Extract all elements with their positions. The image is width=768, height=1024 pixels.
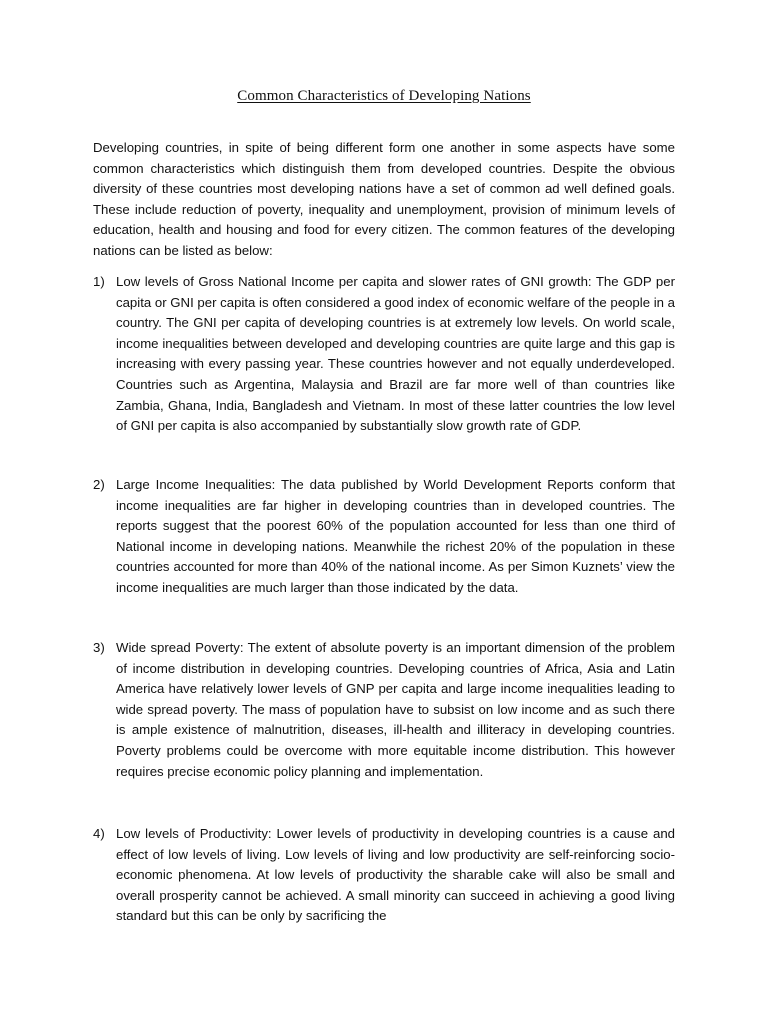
list-item-number: 1): [93, 274, 105, 289]
list-item-number: 3): [93, 640, 105, 655]
list-item-text: Low levels of Productivity: Lower levels of productivity in developing countries is a cause and effect of low levels of living. Low levels of living and low productivity are self-reinforcing socio-economic phenomena. At low levels of productivity the sharable cake will also be small and overall prosperity cannot be achieved. A small minority can succeed in achieving a good living standard but this can be only by sacrificing the: [116, 826, 675, 924]
list-item-text: Large Income Inequalities: The data published by World Development Reports conform that income inequalities are far higher in developing countries than in developed countries. The reports suggest that the poorest 60% of the population accounted for less than one third of National income in developing nations. Meanwhile the richest 20% of the population in these countries accounted for more than 40% of the national income. As per Simon Kuznets’ view the income inequalities are much larger than those indicated by the data.: [116, 477, 675, 595]
list-item-number: 2): [93, 477, 105, 492]
list-item: [93, 638, 675, 782]
list-item: [93, 475, 675, 599]
list-item-number: 4): [93, 826, 105, 841]
list-item-text: Low levels of Gross National Income per capita and slower rates of GNI growth: The GDP per capita or GNI per capita is often considered a good index of economic welfare of the people in a country. The GNI per capita of developing countries is at extremely low levels. On world scale, income inequalities between developed and developing countries are quite large and this gap is increasing with every passing year. These countries however and not equally underdeveloped. Countries such as Argentina, Malaysia and Brazil are far more well of than countries like Zambia, Ghana, India, Bangladesh and Vietnam. In most of these latter countries the low level of GNI per capita is also accompanied by substantially slow growth rate of GDP.: [116, 274, 675, 434]
list-item: [93, 824, 675, 927]
document-title: Common Characteristics of Developing Nations: [237, 88, 531, 104]
list-item-text: Wide spread Poverty: The extent of absolute poverty is an important dimension of the problem of income distribution in developing countries. Developing countries of Africa, Asia and Latin America have relatively lower levels of GNP per capita and large income inequalities leading to wide spread poverty. The mass of population have to subsist on low income and as such there is ample existence of malnutrition, diseases, ill-health and illiteracy in developing countries. Poverty problems could be overcome with more equitable income distribution. This however requires precise economic policy planning and implementation.: [116, 640, 675, 779]
list-item: [93, 272, 675, 437]
intro-paragraph: Developing countries, in spite of being different form one another in some aspects have some common characteristics which distinguish them from developed countries. Despite the obvious diversity of these countries most developing nations have a set of common ad well defined goals. These include reduction of poverty, inequality and unemployment, provision of minimum levels of education, health and housing and food for every citizen. The common features of the developing nations can be listed as below:: [93, 140, 675, 258]
